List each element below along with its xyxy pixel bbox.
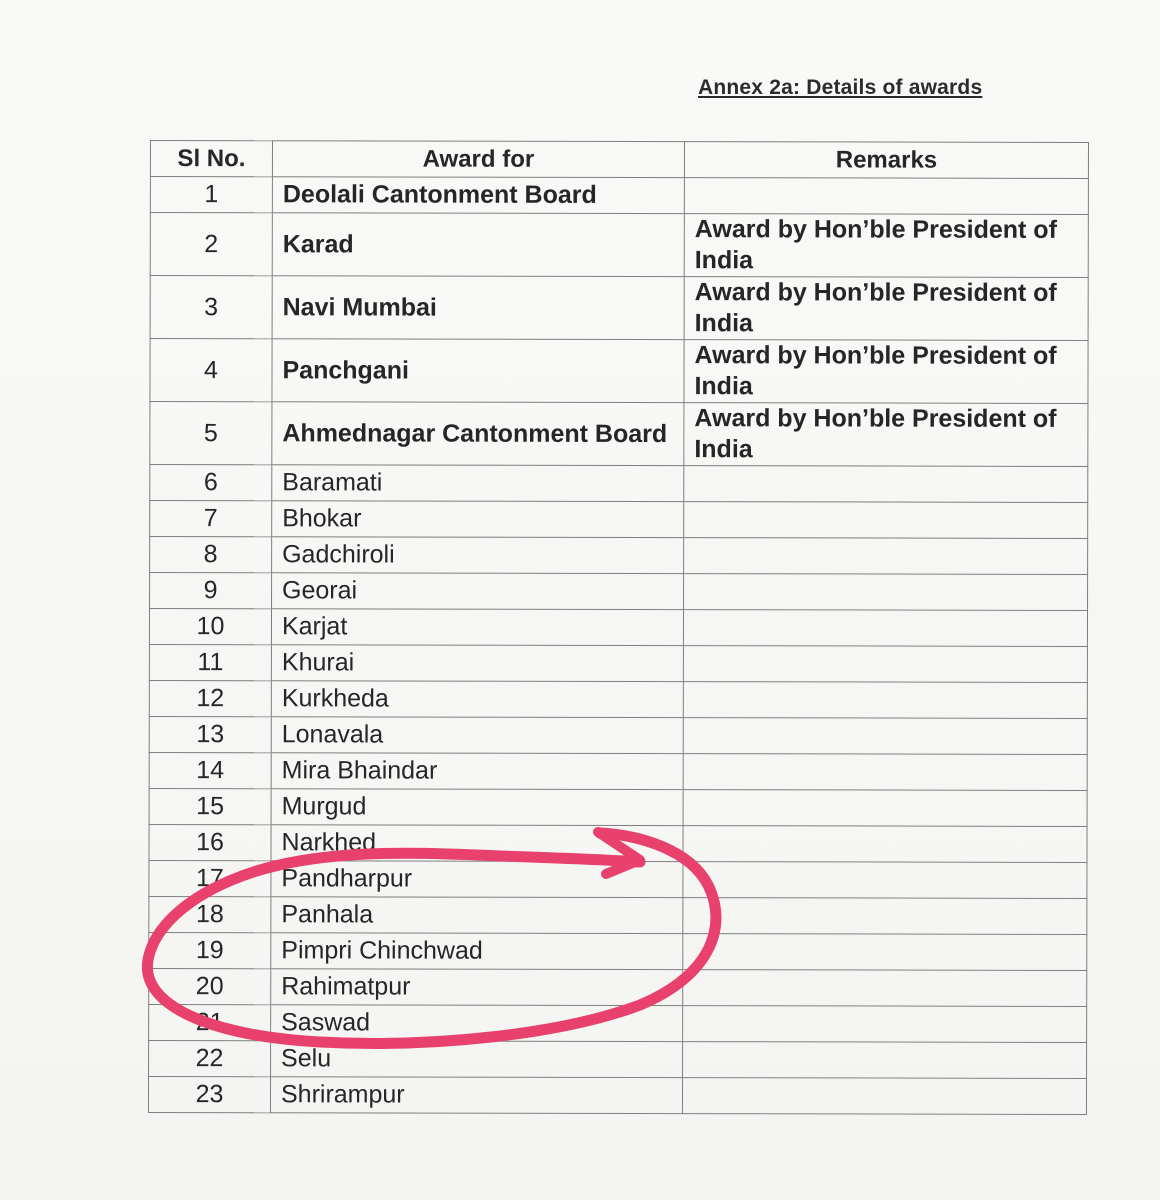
row-remarks <box>683 790 1087 827</box>
row-award: Karjat <box>271 609 683 646</box>
row-sl: 21 <box>149 1004 271 1040</box>
row-remarks <box>683 1006 1087 1043</box>
row-award: Mira Bhaindar <box>271 753 683 790</box>
row-sl: 10 <box>149 609 271 645</box>
row-award: Saswad <box>271 1005 683 1042</box>
row-sl: 23 <box>148 1076 270 1112</box>
row-sl: 4 <box>150 339 272 402</box>
row-remarks: Award by Hon’ble President of India <box>684 214 1088 278</box>
row-remarks <box>682 1078 1086 1115</box>
header-remarks: Remarks <box>684 142 1088 179</box>
row-sl: 19 <box>149 932 271 968</box>
row-sl: 5 <box>150 402 272 465</box>
row-award: Khurai <box>271 645 683 682</box>
row-remarks: Award by Hon’ble President of India <box>684 277 1088 341</box>
row-award: Rahimatpur <box>271 969 683 1006</box>
row-remarks <box>683 610 1087 647</box>
row-award: Kurkheda <box>271 681 683 718</box>
row-sl: 22 <box>149 1040 271 1076</box>
row-remarks <box>683 718 1087 755</box>
row-sl: 11 <box>149 644 271 680</box>
row-sl: 14 <box>149 752 271 788</box>
row-award: Bhokar <box>272 501 684 538</box>
row-remarks <box>684 502 1088 539</box>
row-award: Panchgani <box>272 339 684 403</box>
row-award: Pimpri Chinchwad <box>271 933 683 970</box>
awards-table <box>148 140 1089 1115</box>
row-remarks: Award by Hon’ble President of India <box>684 403 1088 467</box>
row-remarks <box>683 682 1087 719</box>
row-remarks <box>683 826 1087 863</box>
row-remarks: Award by Hon’ble President of India <box>684 340 1088 404</box>
row-sl: 13 <box>149 716 271 752</box>
row-award: Ahmednagar Cantonment Board <box>272 402 684 466</box>
row-sl: 16 <box>149 824 271 860</box>
row-award: Karad <box>272 213 684 277</box>
row-remarks <box>684 466 1088 503</box>
row-sl: 2 <box>150 213 272 276</box>
row-award: Pandharpur <box>271 861 683 898</box>
row-sl: 18 <box>149 896 271 932</box>
row-sl: 8 <box>150 537 272 573</box>
row-sl: 17 <box>149 860 271 896</box>
row-remarks <box>683 934 1087 971</box>
row-sl: 12 <box>149 680 271 716</box>
table-header-row <box>150 141 1088 179</box>
annex-title: Annex 2a: Details of awards <box>698 76 983 99</box>
row-sl: 9 <box>150 573 272 609</box>
row-award: Panhala <box>271 897 683 934</box>
row-award: Georai <box>272 573 684 610</box>
row-award: Navi Mumbai <box>272 276 684 340</box>
row-award: Narkhed <box>271 825 683 862</box>
row-remarks <box>683 898 1087 935</box>
row-sl: 1 <box>150 177 272 213</box>
row-sl: 20 <box>149 968 271 1004</box>
row-remarks <box>683 754 1087 791</box>
row-remarks <box>684 178 1088 215</box>
row-award: Gadchiroli <box>272 537 684 574</box>
row-remarks <box>684 538 1088 575</box>
row-remarks <box>683 862 1087 899</box>
header-award-for: Award for <box>272 141 684 178</box>
header-sl-no: Sl No. <box>150 141 272 177</box>
row-remarks <box>684 574 1088 611</box>
row-award: Selu <box>271 1041 683 1078</box>
row-award: Lonavala <box>271 717 683 754</box>
row-remarks <box>683 1042 1087 1079</box>
row-award: Deolali Cantonment Board <box>272 177 684 214</box>
row-sl: 7 <box>150 501 272 537</box>
row-sl: 15 <box>149 788 271 824</box>
row-award: Shrirampur <box>270 1077 682 1114</box>
row-award: Murgud <box>271 789 683 826</box>
row-remarks <box>683 970 1087 1007</box>
row-award: Baramati <box>272 465 684 502</box>
row-remarks <box>683 646 1087 683</box>
row-sl: 6 <box>150 465 272 501</box>
row-sl: 3 <box>150 276 272 339</box>
